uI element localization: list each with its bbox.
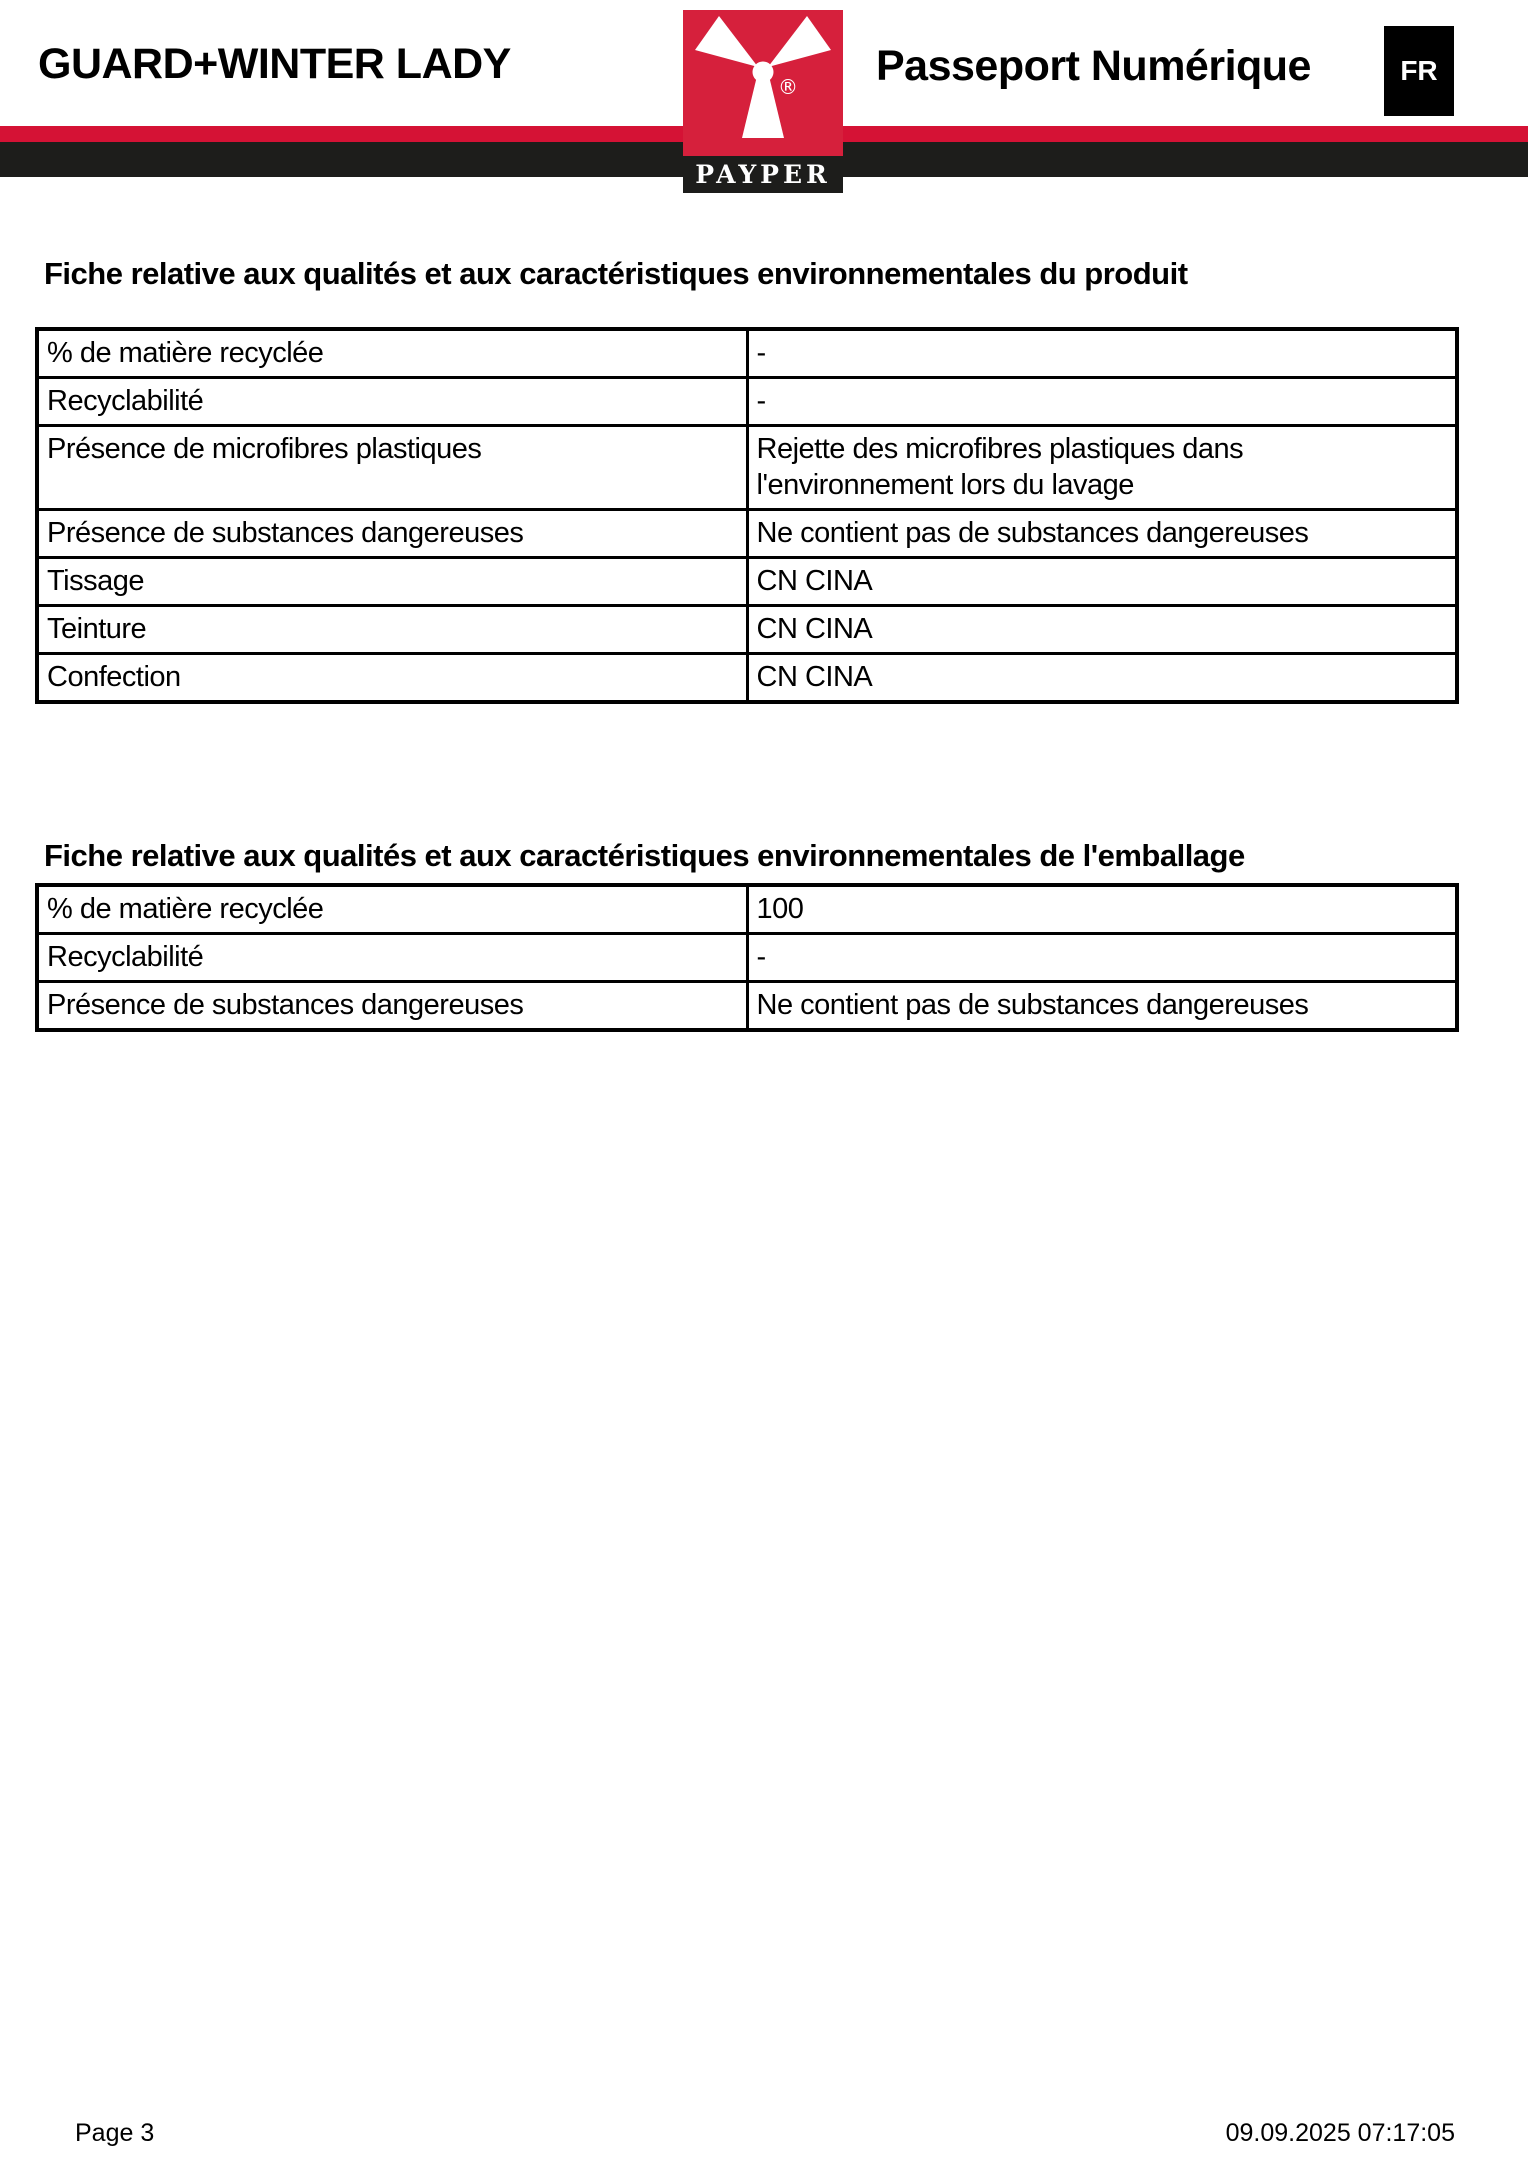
packaging-env-table [35, 883, 1459, 1032]
row-value: CN CINA [747, 654, 1457, 703]
product-env-table [35, 327, 1459, 704]
row-label: % de matière recyclée [37, 885, 747, 934]
row-label: Recyclabilité [37, 378, 747, 426]
table-row [37, 606, 1457, 654]
row-label: Tissage [37, 558, 747, 606]
row-value: Ne contient pas de substances dangereuses [747, 510, 1457, 558]
row-label: % de matière recyclée [37, 329, 747, 378]
product-title: GUARD+WINTER LADY [38, 40, 511, 88]
row-label: Teinture [37, 606, 747, 654]
row-label: Recyclabilité [37, 934, 747, 982]
svg-text:®: ® [778, 75, 798, 99]
row-value: CN CINA [747, 606, 1457, 654]
table-row [37, 426, 1457, 510]
section-title-packaging: Fiche relative aux qualités et aux caractéristiques environnementales de l'emballage [44, 838, 1245, 873]
language-badge: FR [1384, 26, 1454, 116]
section-title-product: Fiche relative aux qualités et aux caractéristiques environnementales du produit [44, 256, 1188, 291]
row-label: Confection [37, 654, 747, 703]
row-value: CN CINA [747, 558, 1457, 606]
table-row [37, 885, 1457, 934]
row-value: Rejette des microfibres plastiques dans l'environnement lors du lavage [747, 426, 1457, 510]
generation-timestamp: 09.09.2025 07:17:05 [1225, 2119, 1455, 2147]
row-value: 100 [747, 885, 1457, 934]
payper-pinwheel-icon [683, 10, 843, 156]
table-row [37, 378, 1457, 426]
table-row [37, 329, 1457, 378]
row-label: Présence de microfibres plastiques [37, 426, 747, 510]
payper-logo [683, 10, 843, 193]
row-label: Présence de substances dangereuses [37, 982, 747, 1031]
payper-wordmark: PAYPER [683, 156, 843, 193]
row-value: - [747, 378, 1457, 426]
row-value: - [747, 934, 1457, 982]
table-row [37, 982, 1457, 1031]
table-row [37, 654, 1457, 703]
row-value: Ne contient pas de substances dangereuses [747, 982, 1457, 1031]
row-value: - [747, 329, 1457, 378]
table-row [37, 558, 1457, 606]
document-title: Passeport Numérique [876, 42, 1311, 90]
row-label: Présence de substances dangereuses [37, 510, 747, 558]
page-number: Page 3 [75, 2119, 155, 2147]
table-row [37, 510, 1457, 558]
table-row [37, 934, 1457, 982]
